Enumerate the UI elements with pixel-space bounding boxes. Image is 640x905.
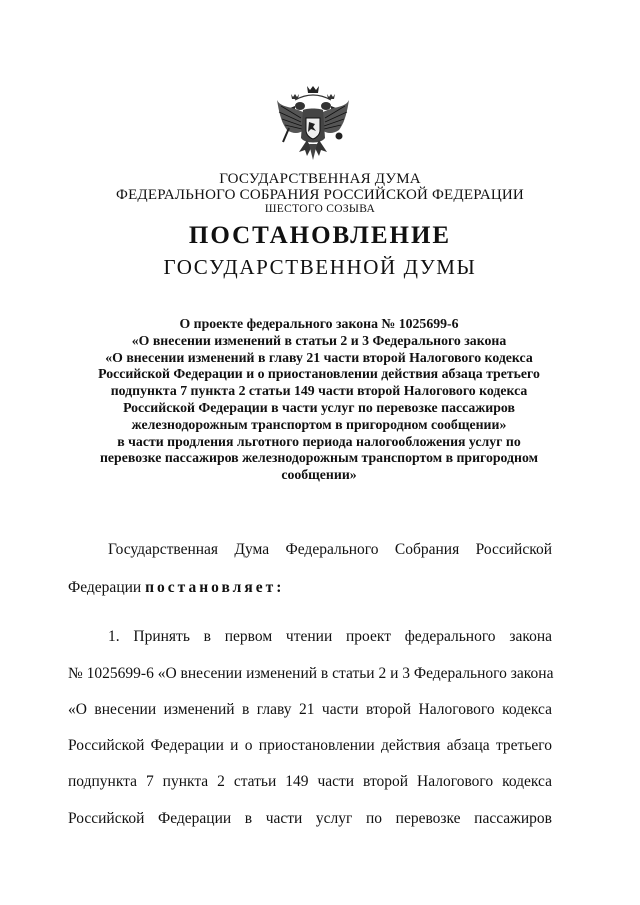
subject-line: сообщении»: [281, 467, 357, 483]
parliament-name-line2: ФЕДЕРАЛЬНОГО СОБРАНИЯ РОССИЙСКОЙ ФЕДЕРАЦИИ: [116, 187, 524, 203]
subject-line: Российской Федерации и о приостановлении действия абзаца третьего: [98, 366, 540, 382]
item-line: Российской Федерации в части услуг по перевозке пассажиров: [68, 810, 552, 827]
document-title: ПОСТАНОВЛЕНИЕ: [188, 222, 452, 249]
subject-line: О проекте федерального закона № 1025699-6: [179, 316, 459, 331]
item-line: 1. Принять в первом чтении проект федерального закона: [108, 628, 552, 645]
russian-coat-of-arms-icon: [273, 82, 353, 164]
convocation-line: ШЕСТОГО СОЗЫВА: [264, 203, 376, 215]
subject-line: железнодорожным транспортом в пригородном сообщении»: [131, 416, 507, 432]
preamble-line: Государственная Дума Федерального Собрания Российской: [108, 541, 552, 558]
subject-line: в части продления льготного периода налогообложения услуг по: [117, 433, 521, 449]
subject-block: [60, 316, 578, 484]
item-line: Российской Федерации и о приостановлении действия абзаца третьего: [68, 737, 552, 754]
resolves-word: постановляет:: [145, 579, 285, 596]
subject-line: «О внесении изменений в статьи 2 и 3 Федерального закона: [131, 332, 507, 348]
subject-line: Российской Федерации в части услуг по перевозке пассажиров: [123, 399, 515, 415]
preamble-line: Федерации постановляет:: [68, 579, 285, 596]
subject-line: «О внесении изменений в главу 21 части второй Налогового кодекса: [105, 349, 533, 365]
document-subtitle: ГОСУДАРСТВЕННОЙ ДУМЫ: [163, 255, 477, 279]
subject-line: перевозке пассажиров железнодорожным транспортом в пригородном: [99, 450, 538, 466]
parliament-name-line1: ГОСУДАРСТВЕННАЯ ДУМА: [219, 171, 421, 187]
item-line: «О внесении изменений в главу 21 части второй Налогового кодекса: [68, 701, 552, 718]
item-line: № 1025699-6 «О внесении изменений в статьи 2 и 3 Федерального закона: [68, 665, 554, 682]
item-line: подпункта 7 пункта 2 статьи 149 части второй Налогового кодекса: [68, 773, 552, 790]
subject-line: подпункта 7 пункта 2 статьи 149 части второй Налогового кодекса: [110, 383, 528, 399]
